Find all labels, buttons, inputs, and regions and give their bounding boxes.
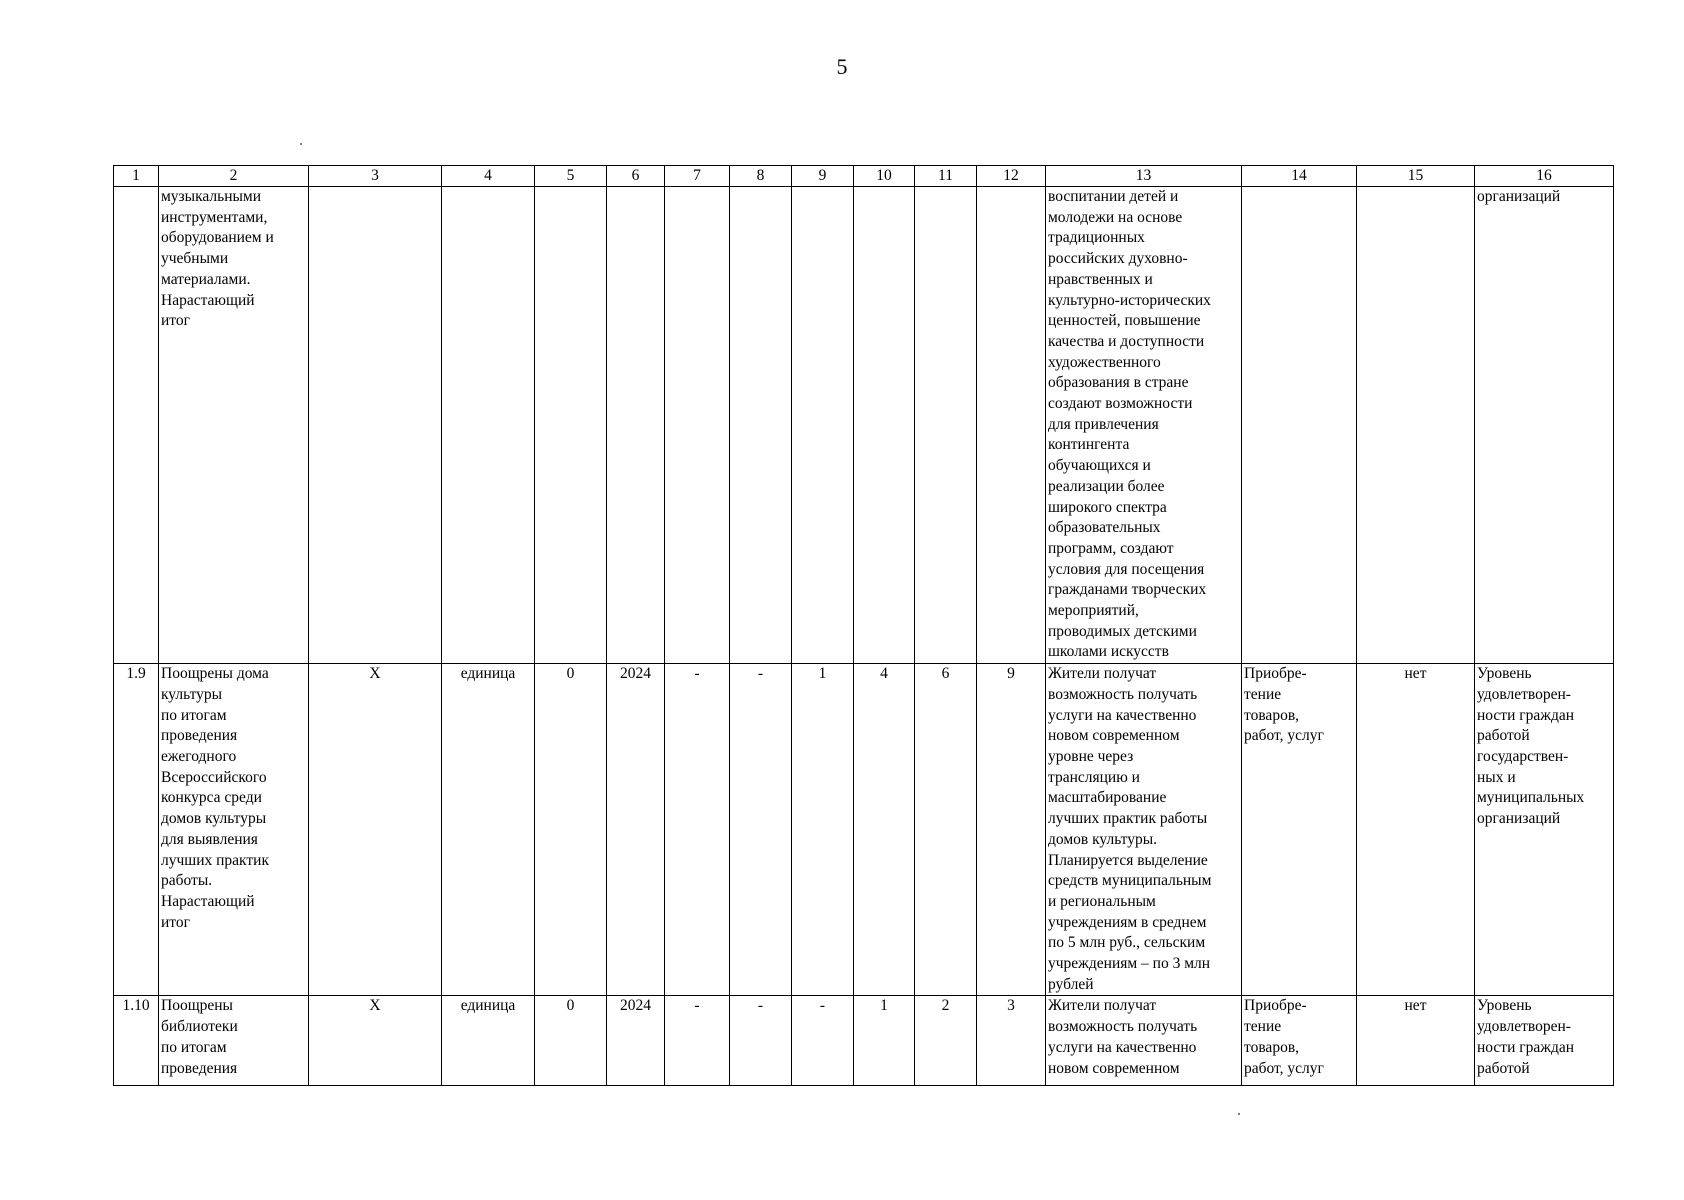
base-value-cell: 0 bbox=[535, 664, 607, 996]
unit-cell: единица bbox=[442, 664, 535, 996]
base-year-cell: 2024 bbox=[607, 664, 665, 996]
col-header-6: 6 bbox=[607, 166, 665, 187]
cell-col-15: нет bbox=[1357, 664, 1475, 996]
col-header-16: 16 bbox=[1475, 166, 1614, 187]
description-cell: Жители получат возможность получать услуги на качественно новом современном bbox=[1046, 996, 1242, 1086]
value-cell-12 bbox=[977, 187, 1046, 664]
row-number: 1.10 bbox=[114, 996, 159, 1086]
indicators-table bbox=[113, 165, 1614, 1086]
value-cell-7 bbox=[665, 187, 730, 664]
value-cell-8: - bbox=[730, 996, 792, 1086]
col-header-11: 11 bbox=[915, 166, 977, 187]
col-header-14: 14 bbox=[1242, 166, 1357, 187]
col-header-3: 3 bbox=[309, 166, 442, 187]
col-header-1: 1 bbox=[114, 166, 159, 187]
value-cell-11: 2 bbox=[915, 996, 977, 1086]
table-row bbox=[114, 187, 1614, 664]
scan-speck bbox=[1238, 1113, 1240, 1115]
unit-cell: единица bbox=[442, 996, 535, 1086]
value-cell-10: 1 bbox=[854, 996, 915, 1086]
base-value-cell bbox=[535, 187, 607, 664]
col-header-10: 10 bbox=[854, 166, 915, 187]
indicator-name: музыкальными инструментами, оборудованием и учебными материалами. Нарастающий итог bbox=[159, 187, 309, 664]
unit-cell bbox=[442, 187, 535, 664]
value-cell-12: 9 bbox=[977, 664, 1046, 996]
table-row bbox=[114, 996, 1614, 1086]
col-header-13: 13 bbox=[1046, 166, 1242, 187]
col-header-2: 2 bbox=[159, 166, 309, 187]
value-cell-10: 4 bbox=[854, 664, 915, 996]
cell-col-15: нет bbox=[1357, 996, 1475, 1086]
result-type-cell: Приобре- тение товаров, работ, услуг bbox=[1242, 664, 1357, 996]
column-number-header-row bbox=[114, 166, 1614, 187]
col-header-5: 5 bbox=[535, 166, 607, 187]
description-cell: воспитании детей и молодежи на основе традиционных российских духовно- нравственных и культурно-исторических ценностей, повышение качества и доступности художественного образования в стране создают возможности для привлечения контингента обучающихся и реализации более широкого спектра образовательных программ, создают условия для посещения гражданами творческих мероприятий, проводимых детскими школами искусств bbox=[1046, 187, 1242, 664]
value-cell-7: - bbox=[665, 996, 730, 1086]
col-header-15: 15 bbox=[1357, 166, 1475, 187]
indicator-name: Поощрены библиотеки по итогам проведения bbox=[159, 996, 309, 1086]
row-number: 1.9 bbox=[114, 664, 159, 996]
linked-indicator-cell: Уровень удовлетворен- ности граждан работой bbox=[1475, 996, 1614, 1086]
result-type-cell: Приобре- тение товаров, работ, услуг bbox=[1242, 996, 1357, 1086]
cell-col-3: X bbox=[309, 996, 442, 1086]
description-cell: Жители получат возможность получать услуги на качественно новом современном уровне через трансляцию и масштабирование лучших практик работы домов культуры. Планируется выделение средств муниципальным и региональным учреждениям в среднем по 5 млн руб., сельским учреждениям – по 3 млн рублей bbox=[1046, 664, 1242, 996]
value-cell-11: 6 bbox=[915, 664, 977, 996]
table-row bbox=[114, 664, 1614, 996]
cell-col-3 bbox=[309, 187, 442, 664]
page-number: 5 bbox=[836, 54, 848, 79]
base-value-cell: 0 bbox=[535, 996, 607, 1086]
col-header-7: 7 bbox=[665, 166, 730, 187]
value-cell-9: 1 bbox=[792, 664, 854, 996]
cell-col-15 bbox=[1357, 187, 1475, 664]
value-cell-9: - bbox=[792, 996, 854, 1086]
value-cell-8: - bbox=[730, 664, 792, 996]
cell-col-3: X bbox=[309, 664, 442, 996]
col-header-9: 9 bbox=[792, 166, 854, 187]
linked-indicator-cell: Уровень удовлетворен- ности граждан работой государствен- ных и муниципальных организаций bbox=[1475, 664, 1614, 996]
base-year-cell bbox=[607, 187, 665, 664]
base-year-cell: 2024 bbox=[607, 996, 665, 1086]
value-cell-9 bbox=[792, 187, 854, 664]
scan-speck bbox=[300, 143, 302, 145]
col-header-8: 8 bbox=[730, 166, 792, 187]
value-cell-10 bbox=[854, 187, 915, 664]
indicator-name: Поощрены дома культуры по итогам проведения ежегодного Всероссийского конкурса среди домов культуры для выявления лучших практик работы. Нарастающий итог bbox=[159, 664, 309, 996]
result-type-cell bbox=[1242, 187, 1357, 664]
value-cell-11 bbox=[915, 187, 977, 664]
linked-indicator-cell: организаций bbox=[1475, 187, 1614, 664]
col-header-12: 12 bbox=[977, 166, 1046, 187]
value-cell-7: - bbox=[665, 664, 730, 996]
row-number bbox=[114, 187, 159, 664]
value-cell-8 bbox=[730, 187, 792, 664]
value-cell-12: 3 bbox=[977, 996, 1046, 1086]
col-header-4: 4 bbox=[442, 166, 535, 187]
